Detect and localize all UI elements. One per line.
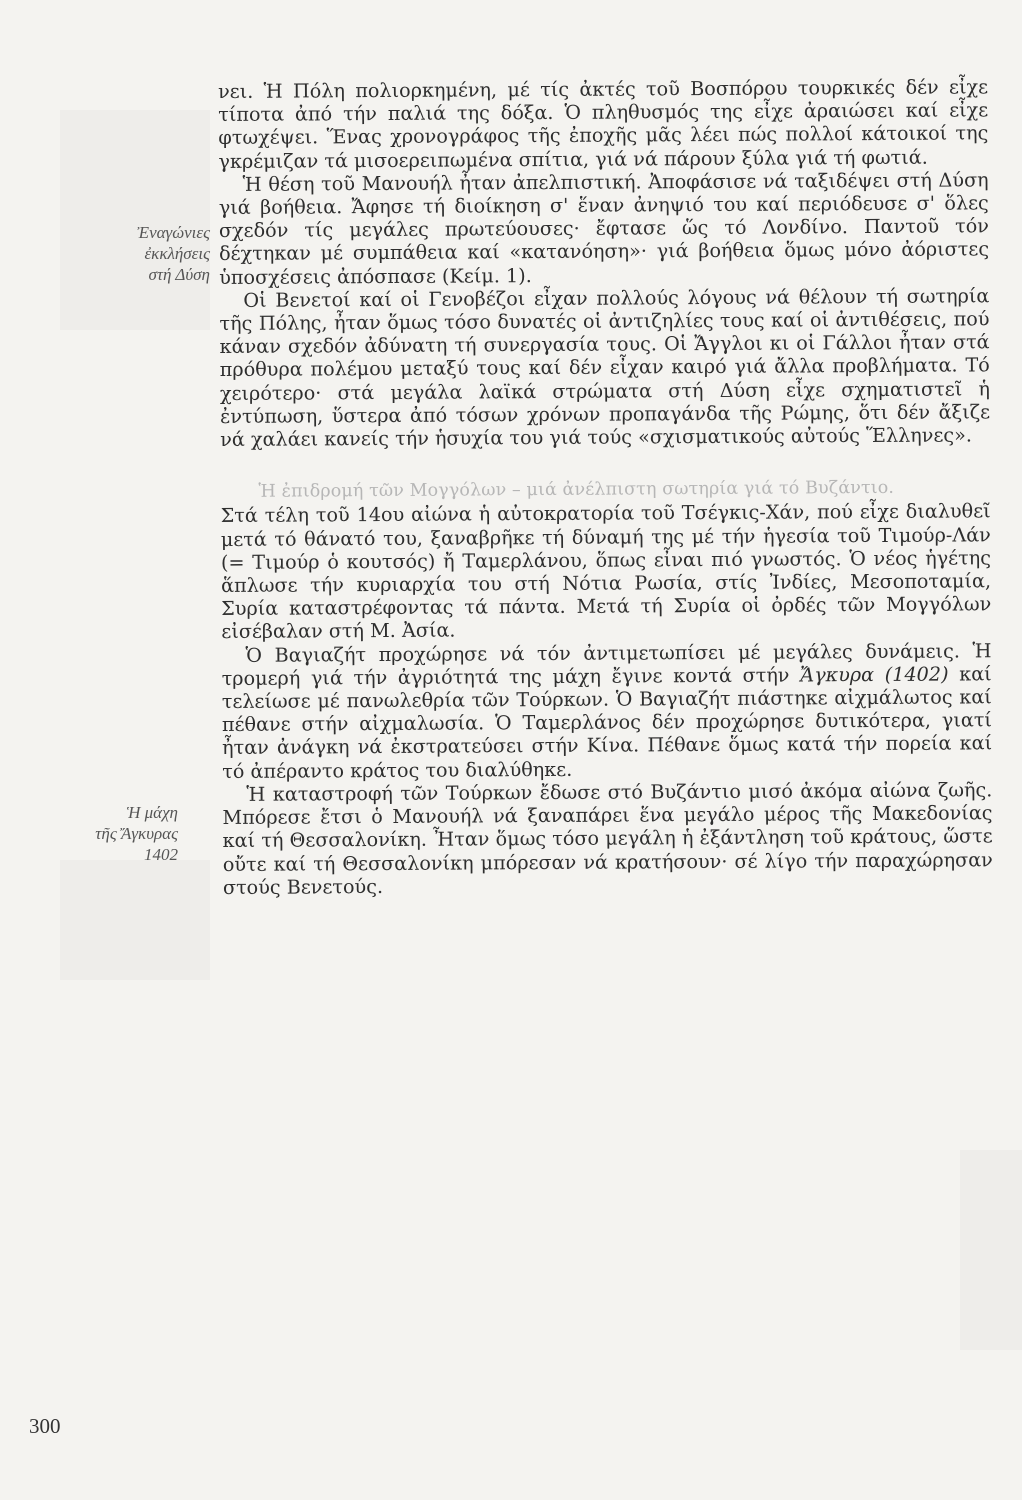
page-number: 300 — [29, 1414, 61, 1438]
show-through-shadow — [960, 1150, 1022, 1350]
margin-note-battle — [42, 802, 178, 865]
body-text — [218, 75, 993, 899]
text-run: Ὁ Βαγιαζήτ προχώρησε νά τόν ἀντιμετωπίσει μέ μεγάλες δυνάμεις. Ἡ τρομερή γιά τήν ἀγριότητά της μάχη ἔγινε κοντά στήν — [221, 638, 992, 690]
paragraph: νει. Ἡ Πόλη πολιορκημένη, μέ τίς ἀκτές τοῦ Βοσπόρου τουρκικές δέν εἶχε τίποτα ἀπό τήν παλιά της δόξα. Ὁ πληθυσμός της εἶχε ἀραιώσει καί εἶχε φτωχέψει. Ἕνας χρονογράφος τῆς ἐποχῆς μᾶς λέει πώς πολλοί κάτοικοί της γκρέμιζαν τά μισοερειπωμένα σπίτια, γιά νά πάρουν ξύλα γιά τή φωτιά. — [218, 75, 989, 173]
margin-note-appeals — [95, 222, 210, 285]
margin-note-line: τῆς Ἄγκυρας — [95, 824, 178, 843]
margin-note-line: στή Δύση — [148, 265, 210, 284]
text-run: καί τελείωσε μέ πανωλεθρία τῶν Τούρκων. Ὁ Βαγιαζήτ πιάστηκε αἰχμάλωτος καί πέθανε στήν αἰχμαλωσία. Ὁ Ταμερλάνος δέν προχώρησε δυτικότερα, γιατί ἦταν ἀνάγκη νά ἐκστρατεύσει στήν Κίνα. Πέθανε ὅμως κατά τήν πορεία καί τό ἀπέραντο κράτος του διαλύθηκε. — [221, 662, 993, 783]
ankara-italic: Ἄγκυρα (1402) — [799, 662, 949, 687]
margin-note-line: Ἐναγώνιες — [137, 223, 210, 242]
show-through-shadow — [60, 860, 210, 980]
paragraph: Ἡ καταστροφή τῶν Τούρκων ἔδωσε στό Βυζάντιο μισό ἀκόμα αἰώνα ζωῆς. Μπόρεσε ἔτσι ὁ Μανουήλ νά ξαναπάρει ἕνα μεγάλο μέρος τῆς Μακεδονίας καί τή Θεσσαλονίκη. Ἦταν ὅμως τόσο μεγάλη ἡ ἐξάντληση τοῦ κράτους, ὥστε οὔτε καί τή Θεσσαλονίκη μπόρεσαν νά κρατήσουν· σέ λίγο τήν παραχώρησαν στούς Βενετούς. — [222, 778, 993, 899]
paragraph: Ἡ θέση τοῦ Μανουήλ ἦταν ἀπελπιστική. Ἀποφάσισε νά ταξιδέψει στή Δύση γιά βοήθεια. Ἄφησε τή διοίκηση σ' ἕναν ἀνηψιό του καί περιόδευσε σ' ὅλες σχεδόν τίς μεγάλες πρωτεύουσες· ἔφτασε ὥς τό Λονδίνο. Παντοῦ τόν δέχτηκαν μέ συμπάθεια καί «κατανόηση»· γιά βοήθεια ὅμως μόνο ἀόριστες ὑποσχέσεις ἀπόσπασε (Κείμ. 1). — [218, 168, 990, 289]
show-through-shadow — [60, 110, 210, 330]
paragraph: Στά τέλη τοῦ 14ου αἰώνα ἡ αὐτοκρατορία τοῦ Τσέγκις-Χάν, πού εἶχε διαλυθεῖ μετά τό θάνατό του, ξαναβρῆκε τή δύναμή της μέ τήν ἡγεσία τοῦ Τιμούρ-Λάν (= Τιμούρ ὁ κουτσός) ἤ Ταμερλάνου, ὅπως εἶναι πιό γνωστός. Ὁ νέος ἡγέτης ἅπλωσε τήν κυριαρχία του στή Νότια Ρωσία, στίς Ἰνδίες, Μεσοποταμία, Συρία καταστρέφοντας τά πάντα. Μετά τή Συρία οἱ ὀρδές τῶν Μογγόλων εἰσέβαλαν στή Μ. Ἀσία. — [220, 499, 992, 644]
margin-note-line: ἐκκλήσεις — [144, 244, 210, 263]
margin-note-line: 1402 — [144, 845, 178, 864]
paragraph: Οἱ Βενετοί καί οἱ Γενοβέζοι εἶχαν πολλούς λόγους νά θέλουν τή σωτηρία τῆς Πόλης, ἦταν ὅμως τόσο δυνατές οἱ ἀντιζηλίες τους καί οἱ ἀντιθέσεις, πού κάναν σχεδόν ἀδύνατη τή συνεργασία τους. Οἱ Ἄγγλοι κι οἱ Γάλλοι ἦταν στά πρόθυρα πολέμου μεταξύ τους καί δέν εἶχαν καιρό γιά ἄλλα προβλήματα. Τό χειρότερο· στά μεγάλα λαϊκά στρώματα στή Δύση εἶχε σχηματιστεῖ ἡ ἐντύπωση, ὕστερα ἀπό τόσων χρόνων προπαγάνδα τῆς Ρώμης, ὅτι δέν ἄξιζε νά χαλάει κανείς τήν ἡσυχία του γιά τούς «σχισματικούς αὐτούς Ἕλληνες». — [219, 284, 991, 452]
paragraph-battle — [221, 639, 992, 783]
section-heading: Ἡ ἐπιδρομή τῶν Μογγόλων – μιά ἀνέλπιστη σωτηρία γιά τό Βυζάντιο. — [258, 478, 895, 503]
margin-note-line: Ἡ μάχη — [126, 803, 178, 822]
